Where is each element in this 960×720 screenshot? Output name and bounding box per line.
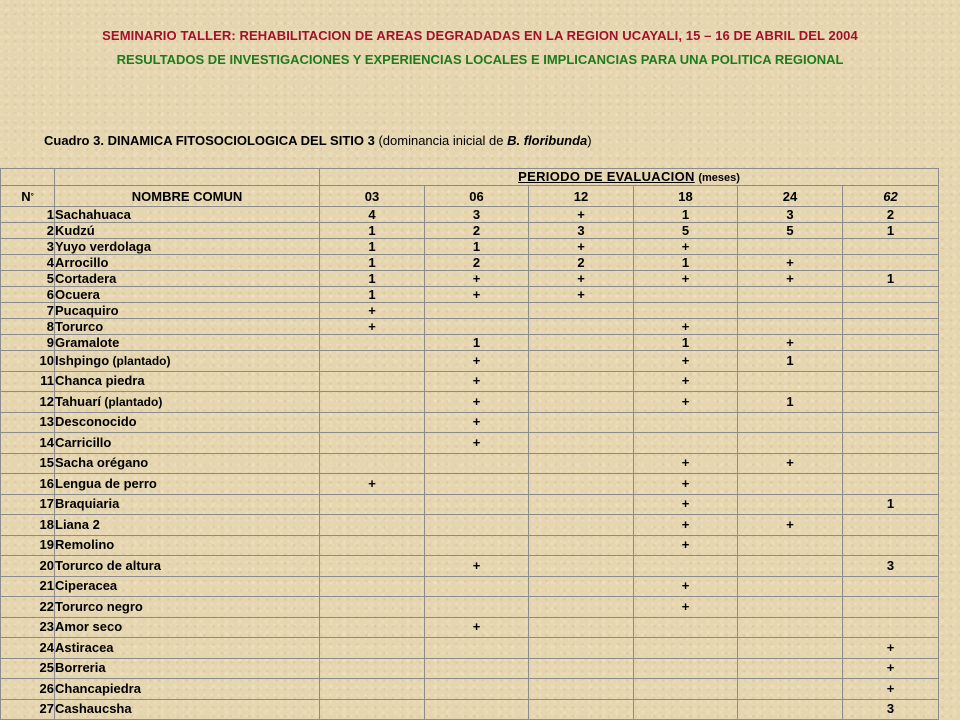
dominance-value — [843, 303, 939, 319]
dominance-value: + — [634, 351, 738, 372]
dominance-value — [320, 453, 425, 474]
dominance-value: + — [320, 474, 425, 495]
common-name-text: Arrocillo — [55, 255, 109, 270]
dominance-value — [425, 303, 529, 319]
dominance-value: + — [634, 392, 738, 413]
common-name-text: Ocuera — [55, 287, 100, 302]
common-name-text: Desconocido — [55, 414, 137, 430]
dominance-value — [843, 239, 939, 255]
row-number: 2 — [1, 223, 55, 239]
row-number: 1 — [1, 207, 55, 223]
row-number: 12 — [1, 392, 55, 413]
table-row — [1, 576, 939, 597]
dominance-value — [738, 319, 843, 335]
dominance-value: 1 — [320, 223, 425, 239]
dominance-value — [738, 658, 843, 679]
row-number: 27 — [1, 699, 55, 720]
dominance-value — [320, 351, 425, 372]
dominance-value — [738, 617, 843, 638]
dominance-value: + — [529, 271, 634, 287]
dominance-value — [738, 535, 843, 556]
dominance-value: 1 — [425, 239, 529, 255]
dominance-value — [529, 638, 634, 659]
dominance-value — [843, 319, 939, 335]
row-number: 10 — [1, 351, 55, 372]
dominance-value — [634, 679, 738, 700]
common-name-text: Kudzú — [55, 223, 95, 238]
table-row — [1, 515, 939, 536]
dominance-value — [425, 319, 529, 335]
dominance-value: + — [425, 556, 529, 577]
dominance-value — [529, 576, 634, 597]
dominance-value — [320, 494, 425, 515]
dominance-value — [320, 597, 425, 618]
dominance-value — [738, 303, 843, 319]
table-row — [1, 207, 939, 223]
row-number: 11 — [1, 371, 55, 392]
dominance-value: + — [425, 412, 529, 433]
dominance-value — [843, 335, 939, 351]
dominance-value: 1 — [425, 335, 529, 351]
row-number: 26 — [1, 679, 55, 700]
dominance-value: + — [634, 535, 738, 556]
dominance-value — [425, 535, 529, 556]
dominance-value — [738, 576, 843, 597]
dominance-value: + — [425, 351, 529, 372]
dominance-value — [529, 412, 634, 433]
row-number: 17 — [1, 494, 55, 515]
dominance-value — [320, 515, 425, 536]
dominance-value — [529, 515, 634, 536]
row-number: 4 — [1, 255, 55, 271]
dominance-value: + — [634, 319, 738, 335]
common-name-text: Chanca piedra — [55, 373, 145, 389]
dominance-value: + — [843, 658, 939, 679]
seminar-title: SEMINARIO TALLER: REHABILITACION DE AREAS DEGRADADAS EN LA REGION UCAYALI, 15 – 16 DE ABRIL DEL 2004 — [102, 28, 858, 43]
common-name-text: Borreria — [55, 660, 106, 676]
col-header-name: NOMBRE COMUN — [55, 186, 320, 207]
dominance-value — [738, 494, 843, 515]
row-number: 3 — [1, 239, 55, 255]
table-row — [1, 556, 939, 577]
dominance-value — [320, 371, 425, 392]
dominance-value: + — [738, 271, 843, 287]
dominance-value — [634, 433, 738, 454]
common-name-text: Sacha orégano — [55, 455, 149, 471]
dominance-value — [320, 335, 425, 351]
dominance-value: + — [843, 638, 939, 659]
common-name — [55, 371, 320, 392]
caption-title: DINAMICA FITOSOCIOLOGICA DEL SITIO 3 — [107, 133, 375, 148]
common-name — [55, 658, 320, 679]
dominance-value: 5 — [634, 223, 738, 239]
common-name — [55, 597, 320, 618]
dominance-value — [738, 412, 843, 433]
col-header-period: 03 — [320, 186, 425, 207]
dominance-value — [843, 617, 939, 638]
common-name — [55, 535, 320, 556]
dominance-value — [843, 287, 939, 303]
dominance-value: + — [529, 287, 634, 303]
common-name — [55, 271, 320, 287]
common-name-text: Torurco negro — [55, 598, 143, 614]
table-row — [1, 679, 939, 700]
dominance-value: + — [425, 271, 529, 287]
row-number: 6 — [1, 287, 55, 303]
table-row — [1, 223, 939, 239]
table-caption — [44, 133, 592, 148]
dominance-value — [320, 556, 425, 577]
dominance-value — [529, 335, 634, 351]
common-name-text: Yuyo verdolaga — [55, 239, 152, 254]
common-name — [55, 617, 320, 638]
table-row — [1, 453, 939, 474]
dominance-value: + — [738, 453, 843, 474]
dominance-value — [320, 617, 425, 638]
dominance-value — [634, 412, 738, 433]
dominance-value — [843, 351, 939, 372]
column-header-row — [1, 186, 939, 207]
common-name-text: Torurco — [55, 319, 104, 334]
table-row — [1, 494, 939, 515]
common-name-text: Lengua de perro — [55, 475, 157, 491]
common-name — [55, 335, 320, 351]
dominance-value: + — [634, 474, 738, 495]
table-row — [1, 535, 939, 556]
col-header-period: 18 — [634, 186, 738, 207]
dominance-value — [529, 556, 634, 577]
table-row — [1, 255, 939, 271]
row-number: 21 — [1, 576, 55, 597]
table-row — [1, 271, 939, 287]
dominance-value — [529, 597, 634, 618]
dominance-value — [425, 699, 529, 720]
dominance-value — [843, 255, 939, 271]
dominance-value: + — [634, 597, 738, 618]
common-name — [55, 303, 320, 319]
dominance-value: 1 — [320, 239, 425, 255]
dominance-value — [634, 303, 738, 319]
row-number: 9 — [1, 335, 55, 351]
common-name-note: (plantado) — [109, 353, 171, 368]
common-name-text: Cashaucsha — [55, 701, 132, 717]
dominance-value — [738, 371, 843, 392]
dominance-value — [320, 679, 425, 700]
dominance-value — [529, 699, 634, 720]
dominance-value — [843, 576, 939, 597]
dominance-value: 2 — [425, 255, 529, 271]
col-header-period: 06 — [425, 186, 529, 207]
dominance-value — [529, 392, 634, 413]
row-number: 22 — [1, 597, 55, 618]
dominance-value: 4 — [320, 207, 425, 223]
dominance-value — [320, 576, 425, 597]
common-name — [55, 239, 320, 255]
dominance-value — [843, 453, 939, 474]
dominance-value: 1 — [843, 223, 939, 239]
dominance-value — [529, 474, 634, 495]
common-name — [55, 351, 320, 372]
dominance-value — [320, 638, 425, 659]
common-name — [55, 433, 320, 454]
table-row — [1, 371, 939, 392]
common-name-text: Torurco de altura — [55, 557, 161, 573]
table-row — [1, 433, 939, 454]
table-row — [1, 351, 939, 372]
caption-paren-open: (dominancia inicial de — [378, 133, 504, 148]
dominance-value: 2 — [425, 223, 529, 239]
common-name — [55, 474, 320, 495]
table-row — [1, 287, 939, 303]
phytosociology-table — [0, 168, 939, 720]
common-name — [55, 679, 320, 700]
common-name — [55, 255, 320, 271]
dominance-value — [425, 658, 529, 679]
dominance-value: + — [634, 515, 738, 536]
col-header-period: 24 — [738, 186, 843, 207]
col-header-period: 62 — [843, 186, 939, 207]
dominance-value: 1 — [843, 271, 939, 287]
dominance-value — [738, 474, 843, 495]
common-name — [55, 412, 320, 433]
table-row — [1, 239, 939, 255]
caption-paren-close: ) — [587, 133, 592, 148]
common-name-text: Liana 2 — [55, 516, 100, 532]
common-name — [55, 638, 320, 659]
row-number: 15 — [1, 453, 55, 474]
common-name-text: Tahuarí — [55, 393, 101, 409]
dominance-value: + — [634, 576, 738, 597]
common-name-text: Astiracea — [55, 639, 114, 655]
dominance-value: 1 — [320, 271, 425, 287]
seminar-subtitle: RESULTADOS DE INVESTIGACIONES Y EXPERIENCIAS LOCALES E IMPLICANCIAS PARA UNA POLITICA REGIONAL — [116, 52, 844, 67]
dominance-value — [425, 638, 529, 659]
dominance-value: + — [320, 303, 425, 319]
caption-species: B. floribunda — [507, 133, 588, 148]
dominance-value — [843, 535, 939, 556]
dominance-value: 1 — [634, 207, 738, 223]
dominance-value — [425, 453, 529, 474]
table-row — [1, 335, 939, 351]
dominance-value — [529, 617, 634, 638]
table-row — [1, 638, 939, 659]
common-name-text: Chancapiedra — [55, 680, 141, 696]
dominance-value: + — [634, 271, 738, 287]
dominance-value: 3 — [843, 556, 939, 577]
dominance-value — [738, 287, 843, 303]
dominance-value — [529, 494, 634, 515]
row-number: 13 — [1, 412, 55, 433]
row-number: 23 — [1, 617, 55, 638]
table-row — [1, 658, 939, 679]
row-number: 5 — [1, 271, 55, 287]
dominance-value: + — [843, 679, 939, 700]
dominance-value — [425, 679, 529, 700]
dominance-value: 1 — [634, 335, 738, 351]
common-name — [55, 494, 320, 515]
table-row — [1, 392, 939, 413]
dominance-value: 3 — [425, 207, 529, 223]
dominance-value: 3 — [529, 223, 634, 239]
common-name — [55, 453, 320, 474]
table-row — [1, 412, 939, 433]
period-label: PERIODO DE EVALUACION — [518, 168, 695, 184]
common-name-note: (plantado) — [101, 394, 163, 409]
dominance-value — [529, 433, 634, 454]
dominance-value: 2 — [843, 207, 939, 223]
dominance-value — [425, 474, 529, 495]
dominance-value: + — [529, 239, 634, 255]
dominance-value — [425, 515, 529, 536]
dominance-value — [529, 371, 634, 392]
dominance-value: + — [738, 335, 843, 351]
dominance-value — [529, 319, 634, 335]
dominance-value: 1 — [320, 287, 425, 303]
dominance-value — [738, 597, 843, 618]
dominance-value — [320, 699, 425, 720]
dominance-value — [843, 597, 939, 618]
dominance-value: + — [634, 371, 738, 392]
common-name-text: Pucaquiro — [55, 303, 119, 318]
col-header-period: 12 — [529, 186, 634, 207]
dominance-value: 1 — [738, 351, 843, 372]
dominance-value: + — [634, 494, 738, 515]
dominance-value — [738, 239, 843, 255]
dominance-value: + — [738, 515, 843, 536]
dominance-value: 1 — [738, 392, 843, 413]
table-row — [1, 597, 939, 618]
dominance-value: 1 — [843, 494, 939, 515]
dominance-value — [738, 433, 843, 454]
common-name-text: Cortadera — [55, 271, 117, 286]
common-name-text: Ishpingo — [55, 352, 110, 368]
dominance-value — [529, 453, 634, 474]
dominance-value — [320, 535, 425, 556]
col-header-number: N° — [1, 186, 55, 207]
table-row — [1, 474, 939, 495]
dominance-value: 1 — [320, 255, 425, 271]
dominance-value — [634, 638, 738, 659]
dominance-value — [425, 494, 529, 515]
common-name — [55, 556, 320, 577]
common-name — [55, 392, 320, 413]
dominance-value: 3 — [843, 699, 939, 720]
common-name-text: Gramalote — [55, 335, 120, 350]
dominance-value: + — [425, 617, 529, 638]
dominance-value: + — [425, 392, 529, 413]
dominance-value — [634, 617, 738, 638]
row-number: 18 — [1, 515, 55, 536]
dominance-value — [529, 658, 634, 679]
dominance-value — [738, 699, 843, 720]
dominance-value — [843, 392, 939, 413]
table-row — [1, 319, 939, 335]
common-name-text: Ciperacea — [55, 578, 118, 594]
dominance-value — [634, 287, 738, 303]
dominance-value — [634, 699, 738, 720]
common-name — [55, 207, 320, 223]
period-header-row — [1, 169, 939, 186]
common-name-text: Sachahuaca — [55, 207, 131, 222]
period-unit: (meses) — [698, 171, 740, 184]
dominance-value — [843, 474, 939, 495]
dominance-value — [425, 597, 529, 618]
dominance-value — [529, 535, 634, 556]
dominance-value — [425, 576, 529, 597]
caption-prefix: Cuadro 3. — [44, 133, 104, 148]
dominance-value: + — [425, 433, 529, 454]
dominance-value — [843, 433, 939, 454]
common-name-text: Remolino — [55, 537, 115, 553]
row-number: 16 — [1, 474, 55, 495]
dominance-value: + — [320, 319, 425, 335]
dominance-value — [320, 392, 425, 413]
common-name — [55, 699, 320, 720]
dominance-value: + — [425, 371, 529, 392]
dominance-value: + — [634, 453, 738, 474]
table-row — [1, 617, 939, 638]
dominance-value — [634, 658, 738, 679]
dominance-value — [843, 515, 939, 536]
dominance-value — [843, 412, 939, 433]
common-name — [55, 576, 320, 597]
common-name-text: Braquiaria — [55, 496, 120, 512]
row-number: 24 — [1, 638, 55, 659]
row-number: 7 — [1, 303, 55, 319]
dominance-value — [320, 433, 425, 454]
dominance-value — [843, 371, 939, 392]
dominance-value: 2 — [529, 255, 634, 271]
dominance-value: 5 — [738, 223, 843, 239]
row-number: 25 — [1, 658, 55, 679]
period-header — [320, 169, 939, 186]
common-name — [55, 515, 320, 536]
common-name-text: Carricillo — [55, 434, 112, 450]
table-row — [1, 303, 939, 319]
table-row — [1, 699, 939, 720]
row-number: 8 — [1, 319, 55, 335]
common-name — [55, 223, 320, 239]
dominance-value: + — [738, 255, 843, 271]
row-number: 14 — [1, 433, 55, 454]
dominance-value: 3 — [738, 207, 843, 223]
common-name — [55, 287, 320, 303]
dominance-value — [529, 351, 634, 372]
dominance-value: 1 — [634, 255, 738, 271]
dominance-value — [529, 679, 634, 700]
common-name-text: Amor seco — [55, 619, 123, 635]
common-name — [55, 319, 320, 335]
dominance-value — [738, 638, 843, 659]
dominance-value — [634, 556, 738, 577]
dominance-value — [529, 303, 634, 319]
dominance-value — [738, 556, 843, 577]
row-number: 20 — [1, 556, 55, 577]
dominance-value — [738, 679, 843, 700]
dominance-value — [320, 412, 425, 433]
dominance-value: + — [634, 239, 738, 255]
dominance-value: + — [529, 207, 634, 223]
row-number: 19 — [1, 535, 55, 556]
dominance-value: + — [425, 287, 529, 303]
dominance-value — [320, 658, 425, 679]
